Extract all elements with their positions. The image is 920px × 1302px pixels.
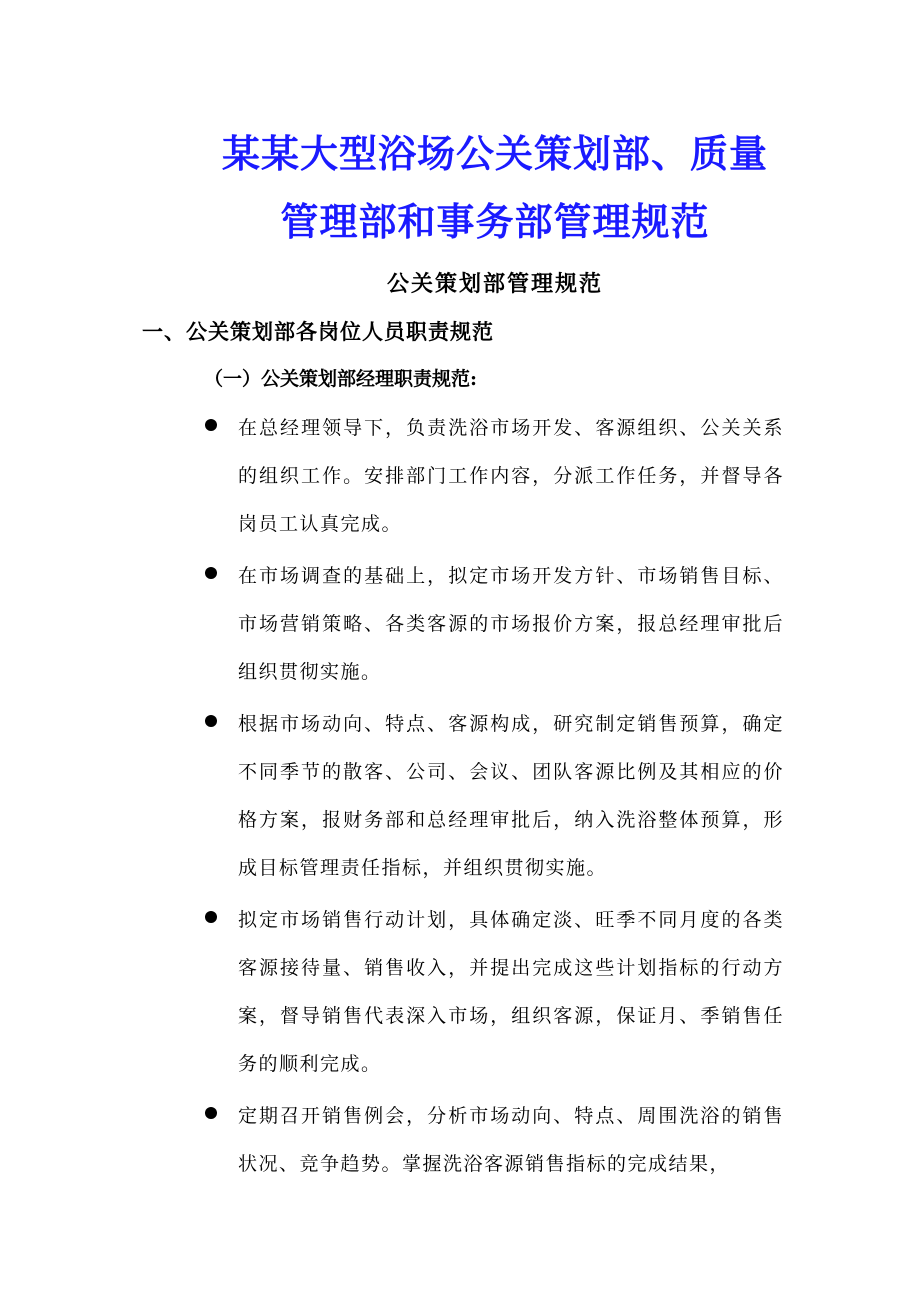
bullet-dot-icon [205,715,217,727]
list-item [0,552,920,696]
bullet-dot-icon [205,1107,217,1119]
bullet-text: 在总经理领导下，负责洗浴市场开发、客源组织、公关关系的组织工作。安排部门工作内容，分派工作任务，并督导各岗员工认真完成。 [238,417,784,535]
list-item [0,1092,920,1188]
section-title: 公关策划部管理规范 [386,271,603,297]
duty-bullet-list [0,404,920,1188]
bullet-text: 定期召开销售例会，分析市场动向、特点、周围洗浴的销售状况、竞争趋势。掌握洗浴客源销售指标的完成结果， [238,1105,784,1175]
document-title-line-2: 管理部和事务部管理规范 [280,200,710,244]
document-title-line-1: 某某大型浴场公关策划部、质量 [221,132,768,176]
bullet-dot-icon [205,419,217,431]
list-item [0,700,920,892]
list-item [0,404,920,548]
bullet-text: 在市场调查的基础上，拟定市场开发方针、市场销售目标、市场营销策略、各类客源的市场报价方案，报总经理审批后组织贯彻实施。 [238,565,784,683]
bullet-text: 根据市场动向、特点、客源构成，研究制定销售预算，确定不同季节的散客、公司、会议、团队客源比例及其相应的价格方案，报财务部和总经理审批后，纳入洗浴整体预算，形成目标管理责任指标，并组织贯彻实施。 [238,713,784,879]
bullet-dot-icon [205,911,217,923]
bullet-dot-icon [205,567,217,579]
list-item [0,896,920,1088]
bullet-text: 拟定市场销售行动计划，具体确定淡、旺季不同月度的各类客源接待量、销售收入，并提出完成这些计划指标的行动方案，督导销售代表深入市场，组织客源，保证月、季销售任务的顺利完成。 [238,909,784,1075]
heading-level-2: （一）公关策划部经理职责规范: [204,368,478,390]
heading-level-1: 一、公关策划部各岗位人员职责规范 [142,319,494,344]
